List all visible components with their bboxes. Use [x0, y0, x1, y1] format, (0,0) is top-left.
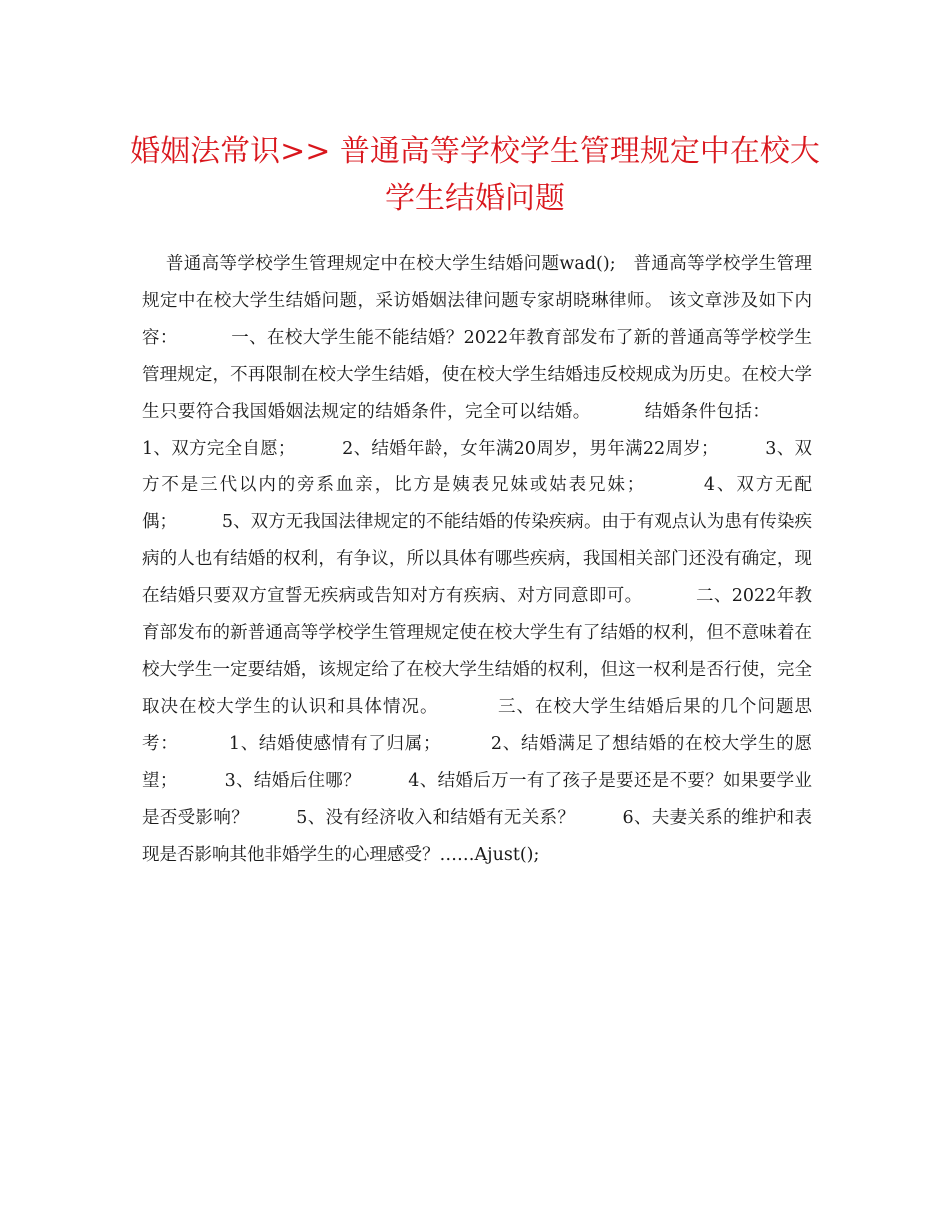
document-body-paragraph: 普通高等学校学生管理规定中在校大学生结婚问题wad(); 普通高等学校学生管理规定中在校大学生结婚问题，采访婚姻法律问题专家胡晓琳律师。 该文章涉及如下内容： 一、在校大学生能不能结婚？2022年教育部发布了新的普通高等学校学生管理规定，不再限制在校大学生结婚，使在校大学生结婚违反校规成为历史。在校大学生只要符合我国婚姻法规定的结婚条件，完全可以结婚。 结婚条件包括： 1、双方完全自愿； 2、结婚年龄，女年满20周岁，男年满22周岁； 3、双方不是三代以内的旁系血亲，比方是姨表兄妹或姑表兄妹； 4、双方无配偶； 5、双方无我国法律规定的不能结婚的传染疾病。由于有观点认为患有传染疾病的人也有结婚的权利，有争议，所以具体有哪些疾病，我国相关部门还没有确定，现在结婚只要双方宣誓无疾病或告知对方有疾病、对方同意即可。 二、2022年教育部发布的新普通高等学校学生管理规定使在校大学生有了结婚的权利，但不意味着在校大学生一定要结婚，该规定给了在校大学生结婚的权利，但这一权利是否行使，完全取决在校大学生的认识和具体情况。 三、在校大学生结婚后果的几个问题思考： 1、结婚使感情有了归属； 2、结婚满足了想结婚的在校大学生的愿望； 3、结婚后住哪？ 4、结婚后万一有了孩子是要还是不要？如果要学业是否受影响？ 5、没有经济收入和结婚有无关系？ 6、夫妻关系的维护和表现是否影响其他非婚学生的心理感受？……Ajust(); — [142, 254, 818, 865]
document-title: 婚姻法常识>> 普通高等学校学生管理规定中在校大学生结婚问题 — [130, 134, 820, 216]
